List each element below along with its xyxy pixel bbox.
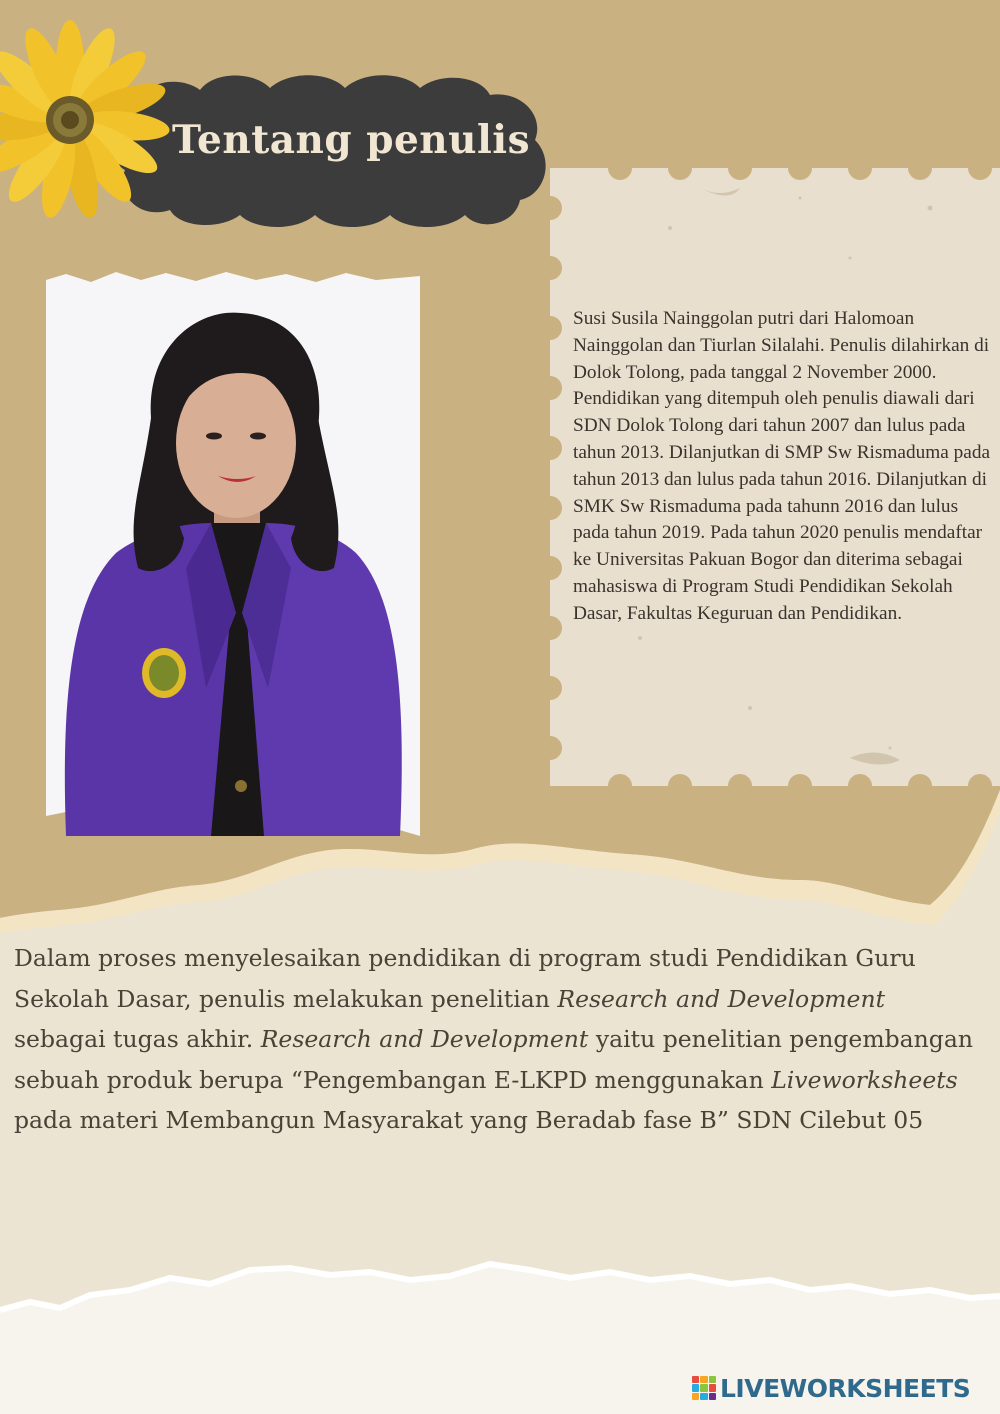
page-title: Tentang penulis: [172, 117, 531, 163]
main-text-part: yaitu penelitian pengembangan sebuah produk berupa “Pengembangan E-LKPD menggunakan: [14, 1025, 973, 1094]
author-photo: [46, 268, 420, 836]
italic-term: Research and Development: [260, 1025, 589, 1053]
main-text-part: pada materi Membangun Masyarakat yang Beradab fase B” SDN Cilebut 05: [14, 1106, 924, 1134]
sunflower-icon: [0, 20, 170, 220]
italic-term: Research and Development: [557, 984, 886, 1013]
main-text-part: sebagai tugas akhir.: [14, 1025, 261, 1053]
bio-text: Susi Susila Nainggolan putri dari Halomoan Nainggolan dan Tiurlan Silalahi. Penulis dilahirkan di Dolok Tolong, pada tanggal 2 November 2000. Pendidikan yang ditempuh oleh penulis diawali dari SDN Dolok Tolong dari tahun 2007 dan lulus pada tahun 2013. Dilanjutkan di SMP Sw Rismaduma pada tahun 2013 dan lulus pada tahun 2016. Dilanjutkan di SMK Sw Rismaduma pada tahunn 2016 dan lulus pada tahun 2019. Pada tahun 2020 penulis mendaftar ke Universitas Pakuan Bogor dan diterima sebagai mahasiswa di Program Studi Pendidikan Sekolah Dasar, Fakultas Keguruan dan Pendidikan.: [573, 308, 991, 624]
main-paragraph: [14, 938, 974, 1141]
liveworksheets-logo-icon: [692, 1376, 716, 1400]
main-text-part: Dalam proses menyelesaikan pendidikan di program studi Pendidikan Guru Sekolah Dasar, penulis melakukan penelitian: [14, 944, 916, 1013]
logo-text: LIVEWORKSHEETS: [720, 1373, 971, 1403]
italic-term: Liveworksheets: [771, 1065, 958, 1094]
liveworksheets-logo[interactable]: [692, 1372, 970, 1404]
